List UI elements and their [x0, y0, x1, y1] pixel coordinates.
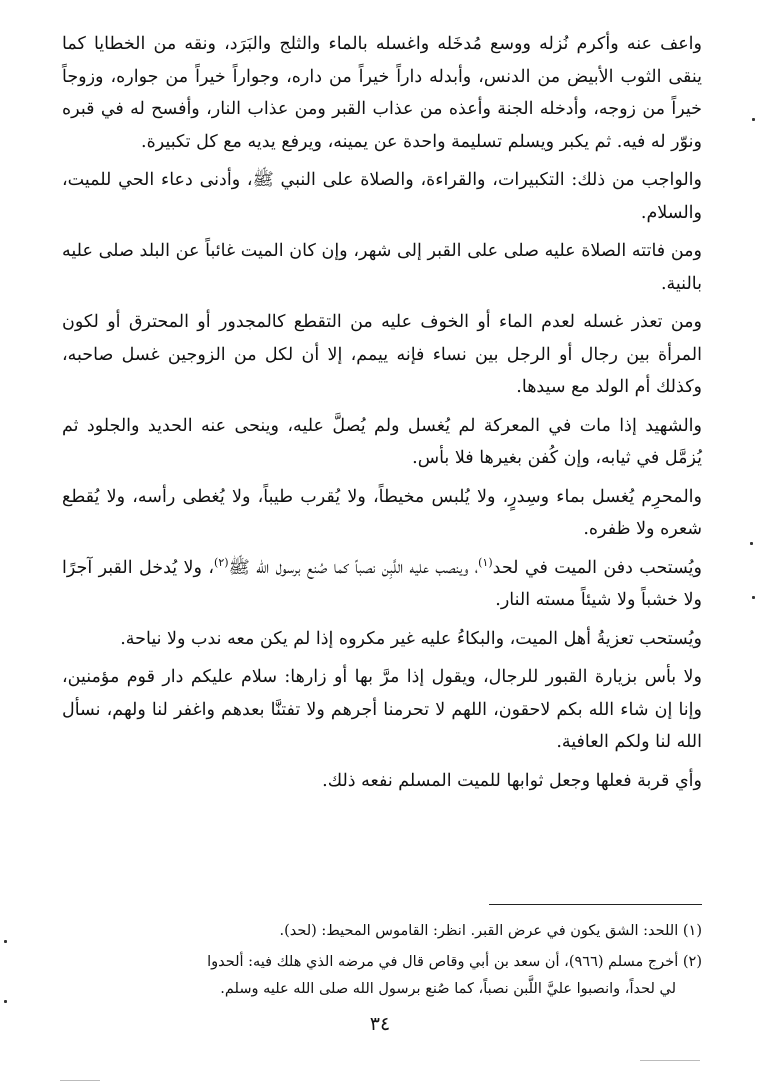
paragraph-grave-visit: ولا بأس بزيارة القبور للرجال، ويقول إذا مرَّ بها أو زارها: سلام عليكم دار قوم مؤمنين، وإنا إن شاء الله بكم لاحقون، اللهم لا تحرمنا أجرهم ولا تفتنَّا بعدهم واغفر لنا ولهم، نسأل الله لنا ولكم العافية. [62, 667, 702, 752]
paragraph-martyr: والشهيد إذا مات في المعركة لم يُغسل ولم يُصلَّ عليه، وينحى عنه الحديد والجلود ثم يُزمَّل في ثيابه، وإن كُفن بغيرها فلا بأس. [62, 415, 702, 468]
paragraph-obligations: والواجب من ذلك: التكبيرات، والقراءة، والصلاة على النبي ﷺ، وأدنى دعاء الحي للميت، والسلام. [62, 170, 702, 223]
paragraph-muhrim: والمحرِم يُغسل بماء وسِدرٍ، ولا يُلبس مخيطاً، ولا يُقرب طيباً، ولا يُغطى رأسه، ولا يُقطع شعره ولا ظفره. [62, 486, 702, 539]
paragraph-burial [62, 552, 702, 617]
scan-speck [60, 1080, 100, 1081]
footnote-2-line-2: لي لحداً، وانصبوا عليَّ اللَّبن نصباً، كما صُنع برسول الله صلى الله عليه وسلم. [220, 981, 676, 997]
footnotes [62, 918, 702, 1007]
scan-mark [4, 1000, 7, 1003]
scan-mark [750, 542, 753, 545]
burial-text-b: ، وينصب عليه اللَّبِن نصباً كما صُنع برسول الله ﷺ [228, 557, 479, 578]
paragraph-funeral-prayer: واعف عنه وأكرم نُزله ووسع مُدخَله واغسله بالماء والثلج والبَرَد، ونقه من الخطايا كما ينقى الثوب الأبيض من الدنس، وأبدله داراً خيراً من داره، وجواراً خيراً من جواره، وزوجاً خيراً من زوجه، وأدخله الجنة وأعذه من عذاب القبر ومن عذاب النار، وأفسح له في قبره ونوّر له فيه. ثم يكبر ويسلم تسليمة واحدة عن يمينه، ويرفع يديه مع كل تكبيرة. [62, 34, 702, 152]
paragraph-tayammum: ومن تعذر غسله لعدم الماء أو الخوف عليه من التقطع كالمجدور أو المحترق أو لكون المرأة بين رجال أو الرجل بين نساء فإنه ييمم، إلا أن لكل من الزوجين غسل صاحبه، وكذلك أم الولد مع سيدها. [62, 312, 702, 397]
burial-text-a: ويُستحب دفن الميت في لحد [492, 557, 703, 578]
scan-mark [752, 118, 755, 121]
paragraph-condolence: ويُستحب تعزيةُ أهل الميت، والبكاءُ عليه غير مكروه إذا لم يكن معه ندب ولا نياحة. [120, 628, 702, 649]
scan-mark [4, 940, 7, 943]
footnote-2-line-1: (٢) أخرج مسلم (٩٦٦)، أن سعد بن أبي وقاص قال في مرضه الذي هلك فيه: ألحدوا [207, 954, 702, 970]
paragraph-reward: وأي قربة فعلها وجعل ثوابها للميت المسلم نفعه ذلك. [322, 770, 702, 791]
burial-text-c: ، ولا يُدخل القبر آجرًا ولا خشباً ولا شيئاً مسته النار. [62, 557, 702, 610]
page-body [62, 28, 702, 803]
footnote-ref-2: (٢) [214, 555, 229, 569]
footnote-1: (١) اللحد: الشق يكون في عرض القبر. انظر: القاموس المحيط: (لحد). [279, 923, 702, 939]
footnote-ref-1: (١) [478, 555, 493, 569]
paragraph-missed-prayer: ومن فاتته الصلاة عليه صلى على القبر إلى شهر، وإن كان الميت غائباً عن البلد صلى عليه بالنية. [62, 241, 702, 294]
page-number: ٣٤ [369, 1013, 391, 1035]
scan-speck [640, 1060, 700, 1061]
scan-mark [752, 596, 755, 599]
footnote-divider [489, 904, 702, 905]
footnote-2 [62, 949, 702, 1003]
